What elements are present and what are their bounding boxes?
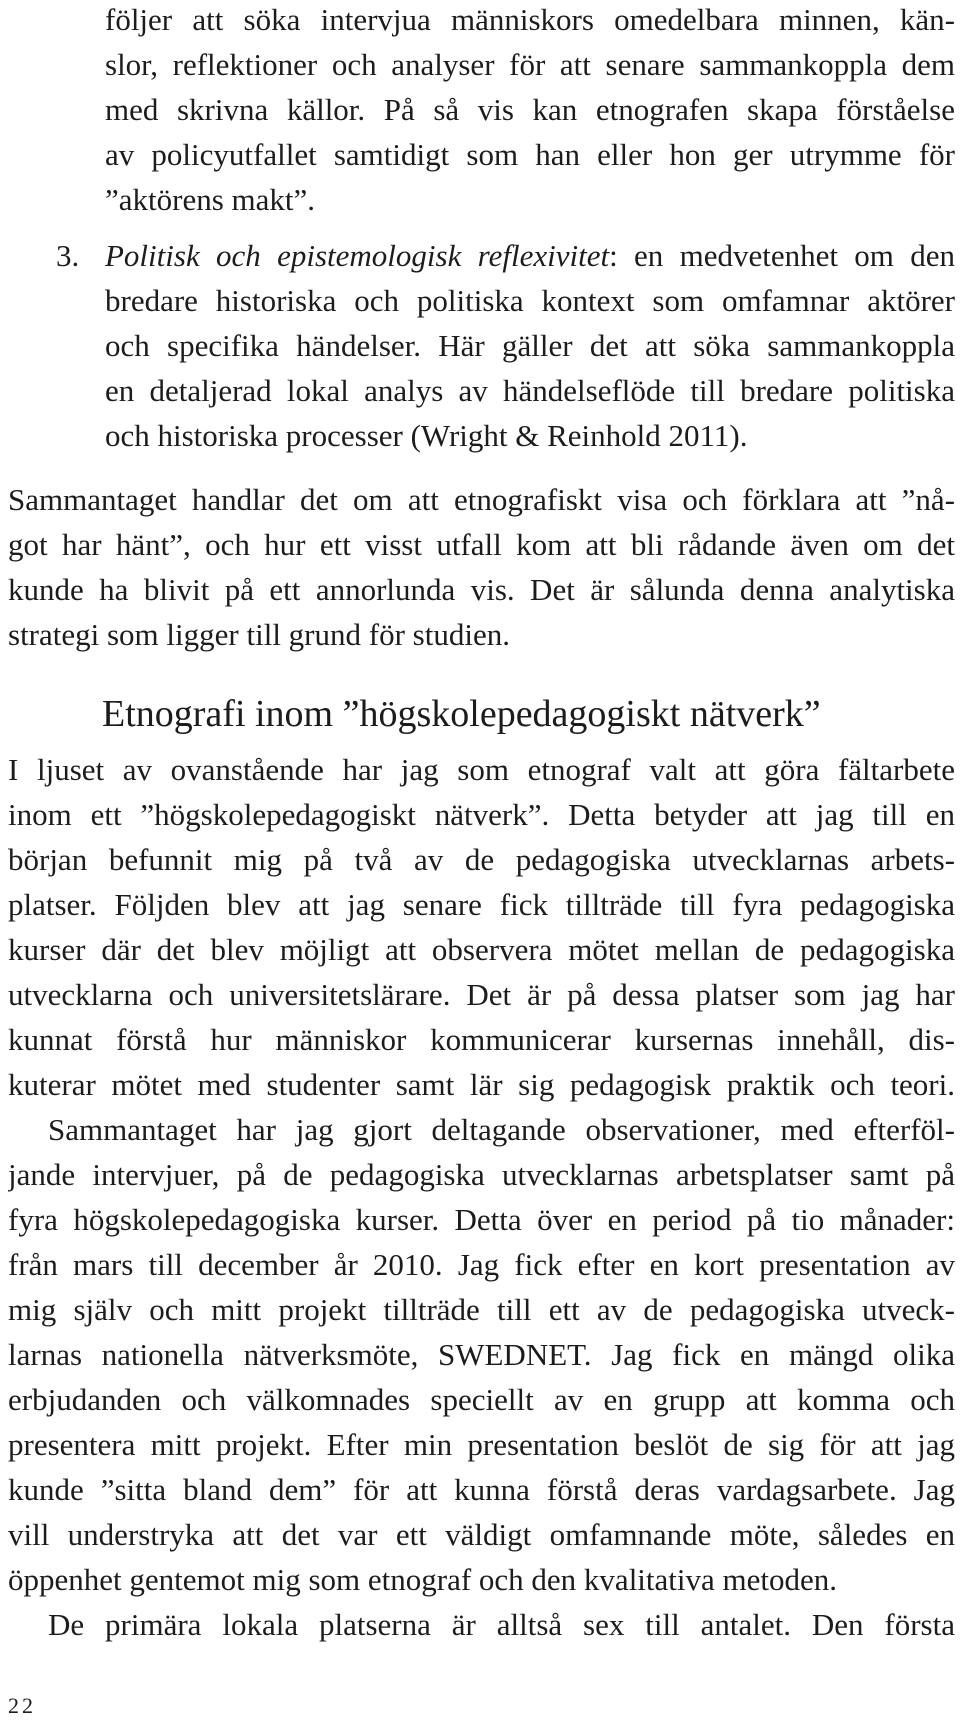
paragraph-1-line: utvecklarna och universitetslärare. Det är på dessa platser som jag har	[8, 977, 955, 1012]
list-item-3-line: en detaljerad lokal analys av händelseflöde till bredare politiska	[105, 373, 955, 408]
paragraph-1-line: I ljuset av ovanstående har jag som etnograf valt att göra fältarbete	[8, 752, 955, 787]
list-item-number: 3.	[56, 238, 80, 273]
paragraph-1-line: kunnat förstå hur människor kommunicerar kursernas innehåll, dis-	[8, 1022, 955, 1057]
list-item-term: Politisk och epistemologisk reflexivitet	[105, 238, 610, 273]
paragraph-2-line: öppenhet gentemot mig som etnograf och den kvalitativa metoden.	[8, 1562, 838, 1597]
list-item-3-line: och specifika händelser. Här gäller det att söka sammankoppla	[105, 328, 955, 363]
paragraph-1-line: början befunnit mig på två av de pedagogiska utvecklarnas arbets-	[8, 842, 955, 877]
paragraph-2-line: vill understryka att det var ett väldigt omfamnande möte, således en	[8, 1517, 955, 1552]
paragraph-2-line: mig själv och mitt projekt tillträde till ett av de pedagogiska utveck-	[8, 1292, 955, 1327]
list-item-3-line: och historiska processer (Wright & Reinhold 2011).	[105, 418, 748, 453]
list-item-3-line: bredare historiska och politiska kontext som omfamnar aktörer	[105, 283, 955, 318]
summary-line: kunde ha blivit på ett annorlunda vis. Det är sålunda denna analytiska	[8, 572, 955, 607]
page-number: 22	[8, 1693, 36, 1718]
paragraph-1-line: platser. Följden blev att jag senare fick tillträde till fyra pedagogiska	[8, 887, 955, 922]
paragraph-1-line: kuterar mötet med studenter samt lär sig pedagogisk praktik och teori.	[8, 1067, 955, 1102]
summary-line: got har hänt”, och hur ett visst utfall kom att bli rådande även om det	[8, 527, 955, 562]
paragraph-2-line: Sammantaget har jag gjort deltagande observationer, med efterföl-	[48, 1112, 955, 1147]
paragraph-3-line: De primära lokala platserna är alltså sex till antalet. Den första	[48, 1607, 955, 1642]
paragraph-2-line: fyra högskolepedagogiska kurser. Detta över en period på tio månader:	[8, 1202, 955, 1237]
paragraph-2-line: från mars till december år 2010. Jag fick efter en kort presentation av	[8, 1247, 955, 1282]
list-item-3-first-line	[105, 236, 955, 276]
paragraph-2-line: larnas nationella nätverksmöte, SWEDNET. Jag fick en mängd olika	[8, 1337, 955, 1372]
list-continuation-line: följer att söka intervjua människors omedelbara minnen, kän-	[105, 2, 955, 37]
paragraph-2-line: erbjudanden och välkomnades speciellt av en grupp att komma och	[8, 1382, 955, 1417]
paragraph-2-line: jande intervjuer, på de pedagogiska utvecklarnas arbetsplatser samt på	[8, 1157, 955, 1192]
list-continuation-line: med skrivna källor. På så vis kan etnografen skapa förståelse	[105, 92, 955, 127]
list-continuation-line: slor, reflektioner och analyser för att senare sammankoppla dem	[105, 47, 955, 82]
summary-line: Sammantaget handlar det om att etnografiskt visa och förklara att ”nå-	[8, 482, 955, 517]
paragraph-1-line: inom ett ”högskolepedagogiskt nätverk”. Detta betyder att jag till en	[8, 797, 955, 832]
paragraph-2-line: kunde ”sitta bland dem” för att kunna förstå deras vardagsarbete. Jag	[8, 1472, 955, 1507]
list-continuation-line: ”aktörens makt”.	[105, 182, 316, 217]
paragraph-2-line: presentera mitt projekt. Efter min presentation beslöt de sig för att jag	[8, 1427, 955, 1462]
paragraph-1-line: kurser där det blev möjligt att observera mötet mellan de pedagogiska	[8, 932, 955, 967]
list-continuation-line: av policyutfallet samtidigt som han eller hon ger utrymme för	[105, 137, 955, 172]
list-item-text: : en medvetenhet om den	[609, 238, 955, 273]
section-heading: Etnografi inom ”högskolepedagogiskt nätverk”	[102, 693, 821, 735]
summary-line: strategi som ligger till grund för studien.	[8, 617, 510, 652]
